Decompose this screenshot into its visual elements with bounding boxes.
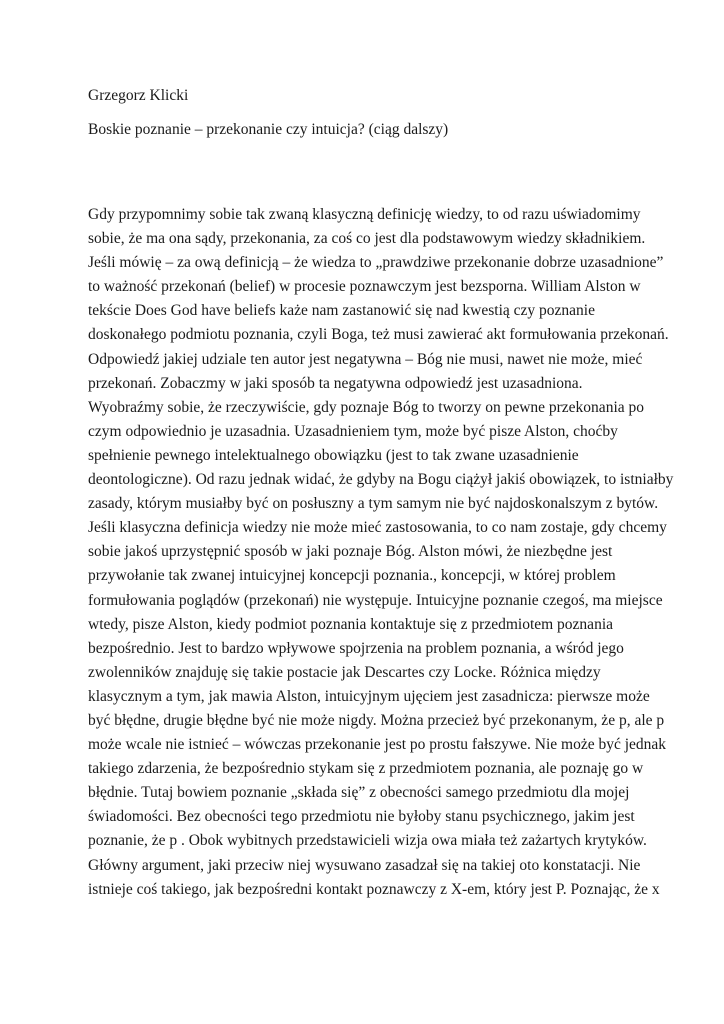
- document-title: Boskie poznanie – przekonanie czy intuicja? (ciąg dalszy): [88, 121, 449, 138]
- body-line: być błędne, drugie błędne być nie może nigdy. Można przecież być przekonanym, że p, ale p: [88, 711, 665, 729]
- body-line: Jeśli klasyczna definicja wiedzy nie może mieć zastosowania, to co nam zostaje, gdy chcemy: [88, 519, 667, 537]
- body-line: to ważność przekonań (belief) w procesie poznawczym jest bezsporna. William Alston w: [88, 278, 641, 296]
- body-line: Gdy przypomnimy sobie tak zwaną klasyczną definicję wiedzy, to od razu uświadomimy: [88, 206, 641, 223]
- body-line: takiego zdarzenia, że bezpośrednio stykam się z przedmiotem poznania, ale poznaję go w: [88, 760, 644, 778]
- body-line: sobie, że ma ona sądy, przekonania, za coś co jest dla podstawowym wiedzy składnikiem.: [88, 230, 646, 248]
- body-line: deontologiczne). Od razu jednak widać, że gdyby na Bogu ciążył jakiś obowiązek, to istniałby: [88, 471, 674, 489]
- body-line: może wcale nie istnieć – wówczas przekonanie jest po prostu fałszywe. Nie może być jednak: [88, 736, 667, 754]
- author-name: Grzegorz Klicki: [88, 87, 189, 104]
- body-line: błędnie. Tutaj bowiem poznanie „składa się” z obecności samego przedmiotu dla mojej: [88, 784, 630, 802]
- body-line: zasady, którym musiałby być on posłuszny a tym samym nie być najdoskonalszym z bytów.: [88, 495, 659, 513]
- body-line: spełnienie pewnego intelektualnego obowiązku (jest to tak zwane uzasadnienie: [88, 446, 579, 464]
- body-line: przekonań. Zobaczmy w jaki sposób ta negatywna odpowiedź jest uzasadniona.: [88, 374, 583, 392]
- body-line: wtedy, pisze Alston, kiedy podmiot poznania kontaktuje się z przedmiotem poznania: [88, 615, 614, 633]
- body-line: Odpowiedź jakiej udziale ten autor jest negatywna – Bóg nie musi, nawet nie może, mieć: [88, 350, 643, 368]
- body-line: istnieje coś takiego, jak bezpośredni kontakt poznawczy z X-em, który jest P. Poznając, że x: [88, 880, 660, 898]
- body-line: bezpośrednio. Jest to bardzo wpływowe spojrzenia na problem poznania, a wśród jego: [88, 639, 624, 657]
- body-line: przywołanie tak zwanej intuicyjnej koncepcji poznania., koncepcji, w której problem: [88, 567, 616, 585]
- body-line: Wyobraźmy sobie, że rzeczywiście, gdy poznaje Bóg to tworzy on pewne przekonania po: [88, 398, 645, 416]
- body-line: świadomości. Bez obecności tego przedmiotu nie byłoby stanu psychicznego, jakim jest: [88, 808, 635, 826]
- body-line: klasycznym a tym, jak mawia Alston, intuicyjnym ujęciem jest zasadnicza: pierwsze może: [88, 687, 650, 705]
- body-line: tekście Does God have beliefs każe nam zastanowić się nad kwestią czy poznanie: [88, 302, 595, 320]
- body-line: doskonałego podmiotu poznania, czyli Boga, też musi zawierać akt formułowania przekonań.: [88, 326, 669, 344]
- body-line: Główny argument, jaki przeciw niej wysuwano zasadzał się na takiej oto konstatacji. Nie: [88, 856, 641, 874]
- body-text: [88, 203, 674, 902]
- body-line: poznanie, że p . Obok wybitnych przedstawicieli wizja owa miała też zażartych krytyków.: [88, 832, 647, 850]
- body-line: Jeśli mówię – za ową definicją – że wiedza to „prawdziwe przekonanie dobrze uzasadnione”: [88, 254, 664, 272]
- body-line: sobie jakoś uprzystępnić sposób w jaki poznaje Bóg. Alston mówi, że niezbędne jest: [88, 543, 613, 561]
- body-line: czym odpowiednio je uzasadnia. Uzasadnieniem tym, może być pisze Alston, choćby: [88, 422, 618, 440]
- body-line: zwolenników znajduję się takie postacie jak Descartes czy Locke. Różnica między: [88, 663, 601, 681]
- body-line: formułowania poglądów (przekonań) nie występuje. Intuicyjne poznanie czegoś, ma miejsce: [88, 591, 663, 609]
